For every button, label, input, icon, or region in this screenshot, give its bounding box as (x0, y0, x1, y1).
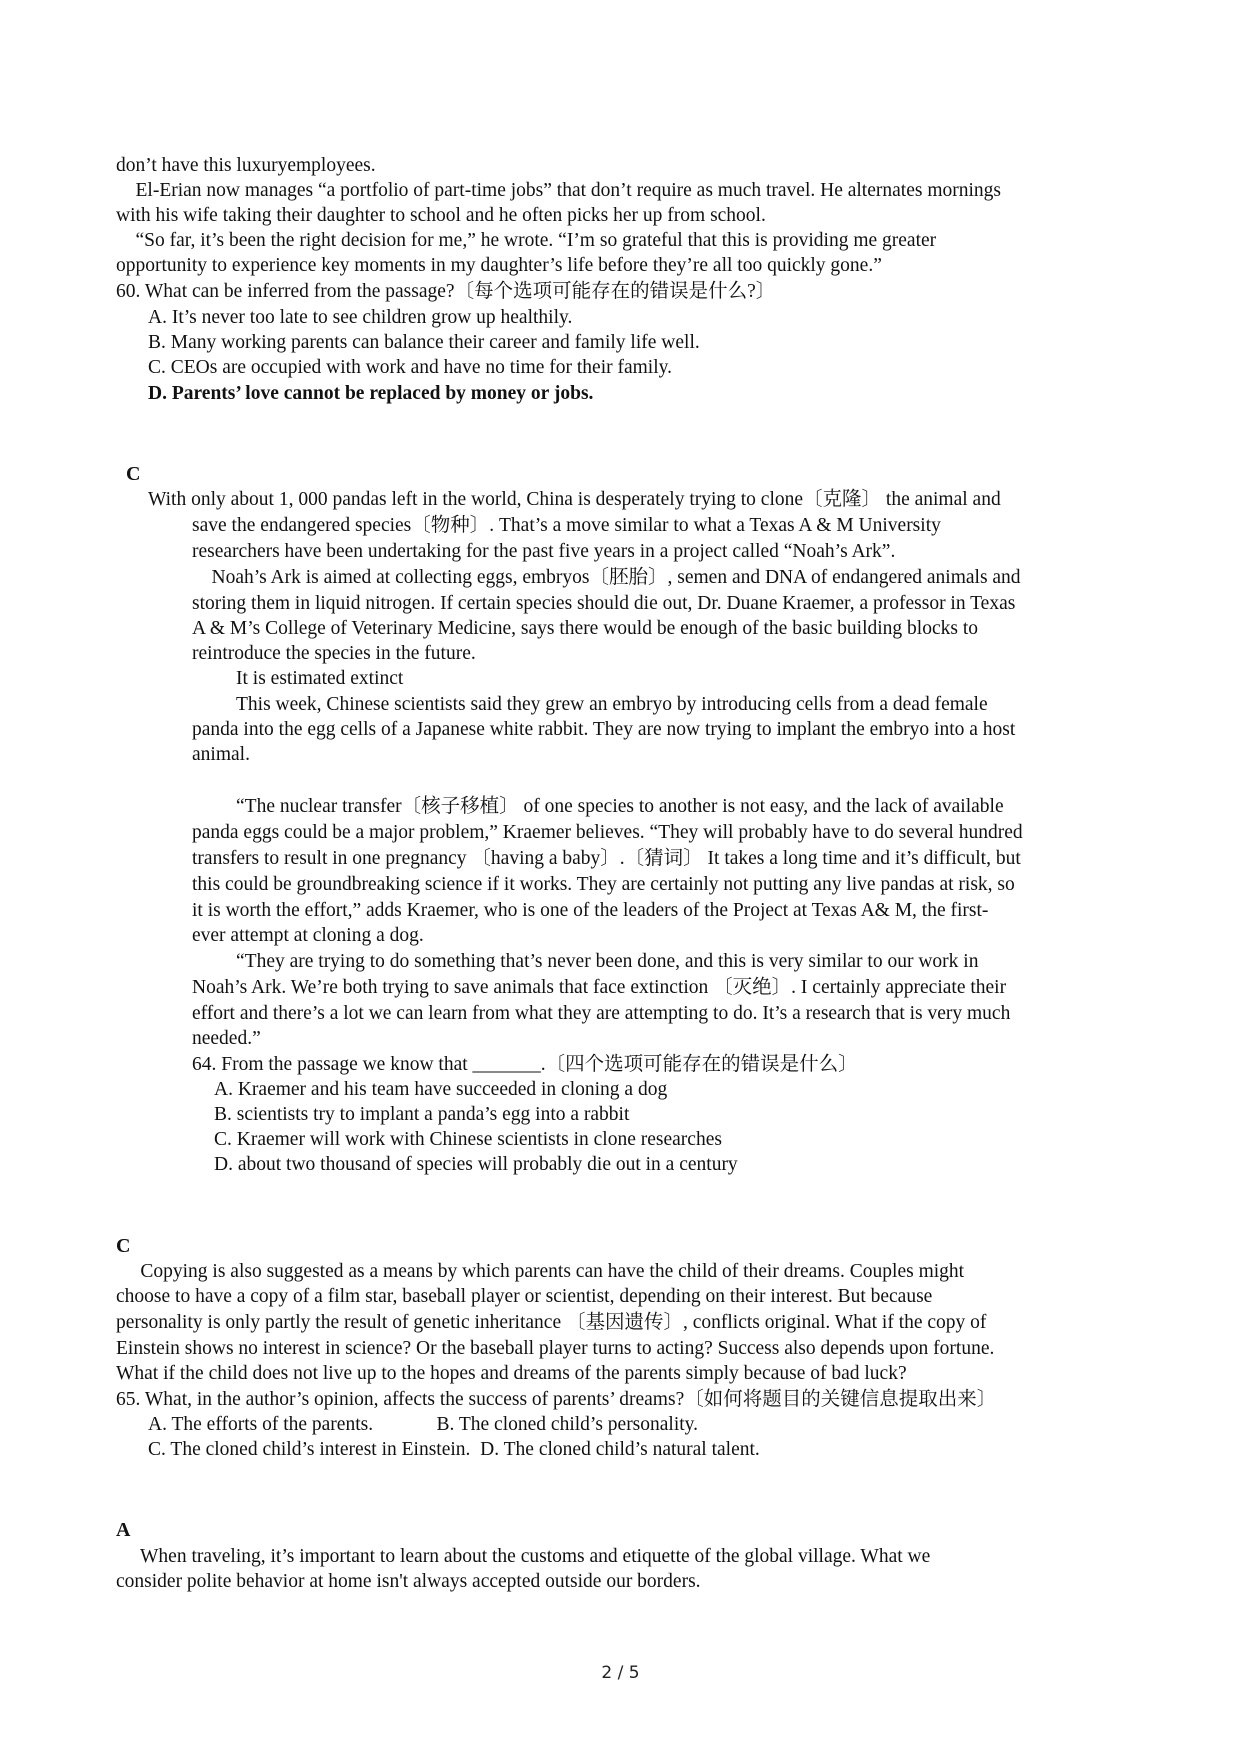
text-line: save the endangered species〔物种〕. That’s a move similar to what a Texas A & M University (192, 515, 941, 536)
option-64-c: C. Kraemer will work with Chinese scientists in clone researches (214, 1129, 722, 1150)
text-line: El-Erian now manages “a portfolio of part-time jobs” that don’t require as much travel. He alternates mornings (116, 180, 1001, 201)
text-line: panda into the egg cells of a Japanese white rabbit. They are now trying to implant the embryo into a host (192, 719, 1016, 740)
text-line: “So far, it’s been the right decision for me,” he wrote. “I’m so grateful that this is providing me greater (116, 230, 937, 251)
text-line: it is worth the effort,” adds Kraemer, who is one of the leaders of the Project at Texas A& M, the first- (192, 900, 989, 921)
text-line: Noah’s Ark. We’re both trying to save animals that face extinction 〔灭绝〕. I certainly appreciate their (192, 977, 1007, 998)
text-line: “They are trying to do something that’s never been done, and this is very similar to our work in (236, 951, 979, 972)
option-60-c: C. CEOs are occupied with work and have no time for their family. (148, 357, 673, 378)
text-line: ever attempt at cloning a dog. (192, 925, 424, 946)
option-65-row-1: A. The efforts of the parents. B. The cloned child’s personality. (148, 1414, 699, 1435)
text-line: animal. (192, 744, 250, 765)
text-line: When traveling, it’s important to learn about the customs and etiquette of the global village. What we (116, 1546, 931, 1567)
text-line: Noah’s Ark is aimed at collecting eggs, embryos〔胚胎〕, semen and DNA of endangered animals and (192, 567, 1021, 588)
text-line: storing them in liquid nitrogen. If certain species should die out, Dr. Duane Kraemer, a professor in Texas (192, 593, 1016, 614)
text-line: consider polite behavior at home isn't always accepted outside our borders. (116, 1571, 701, 1592)
section-heading: C (126, 463, 141, 485)
page-number: 2 / 5 (601, 1663, 640, 1683)
option-60-b: B. Many working parents can balance their career and family life well. (148, 332, 700, 353)
text-line: It is estimated extinct (236, 668, 404, 689)
text-line: needed.” (192, 1028, 261, 1049)
text-line: A & M’s College of Veterinary Medicine, says there would be enough of the basic building blocks to (192, 618, 978, 639)
question-64: 64. From the passage we know that _______.〔四个选项可能存在的错误是什么〕 (192, 1054, 858, 1075)
text-line: panda eggs could be a major problem,” Kraemer believes. “They will probably have to do several hundred (192, 822, 1023, 843)
text-line: with his wife taking their daughter to school and he often picks her up from school. (116, 205, 766, 226)
text-line: What if the child does not live up to the hopes and dreams of the parents simply because of bad luck? (116, 1363, 907, 1384)
text-line: This week, Chinese scientists said they grew an embryo by introducing cells from a dead female (236, 694, 988, 715)
text-line: reintroduce the species in the future. (192, 643, 476, 664)
option-64-d: D. about two thousand of species will probably die out in a century (214, 1154, 738, 1175)
text-line: personality is only partly the result of genetic inheritance 〔基因遗传〕, conflicts original. What if the copy of (116, 1312, 987, 1333)
text-line: this could be groundbreaking science if it works. They are certainly not putting any live pandas at risk, so (192, 874, 1015, 895)
section-heading: C (116, 1235, 131, 1257)
text-line: opportunity to experience key moments in my daughter’s life before they’re all too quickly gone.” (116, 255, 882, 276)
text-line: researchers have been undertaking for the past five years in a project called “Noah’s Ark”. (192, 541, 896, 562)
text-line: Copying is also suggested as a means by which parents can have the child of their dreams. Couples might (116, 1261, 965, 1282)
option-60-a: A. It’s never too late to see children grow up healthily. (148, 307, 573, 328)
text-line: choose to have a copy of a film star, baseball player or scientist, depending on their interest. But because (116, 1286, 933, 1307)
text-line: With only about 1, 000 pandas left in the world, China is desperately trying to clone〔克隆〕 the animal and (148, 489, 1001, 510)
option-65-row-2: C. The cloned child’s interest in Einstein. D. The cloned child’s natural talent. (148, 1439, 760, 1460)
text-line: “The nuclear transfer〔核子移植〕 of one species to another is not easy, and the lack of available (236, 796, 1004, 817)
section-heading: A (116, 1519, 131, 1541)
option-60-d-answer: D. Parents’ love cannot be replaced by money or jobs. (148, 383, 594, 404)
option-64-a: A. Kraemer and his team have succeeded in cloning a dog (214, 1079, 668, 1100)
question-65: 65. What, in the author’s opinion, affects the success of parents’ dreams?〔如何将题目的关键信息提取出来〕 (116, 1389, 997, 1410)
text-line: effort and there’s a lot we can learn from what they are attempting to do. It’s a research that is very much (192, 1003, 1011, 1024)
option-64-b: B. scientists try to implant a panda’s egg into a rabbit (214, 1104, 630, 1125)
text-line: Einstein shows no interest in science? Or the baseball player turns to acting? Success also depends upon fortune. (116, 1338, 995, 1359)
text-line: don’t have this luxuryemployees. (116, 155, 376, 176)
question-60: 60. What can be inferred from the passage?〔每个选项可能存在的错误是什么?〕 (116, 281, 776, 302)
text-line: transfers to result in one pregnancy 〔having a baby〕.〔猜词〕 It takes a long time and it’s difficult, but (192, 848, 1021, 869)
